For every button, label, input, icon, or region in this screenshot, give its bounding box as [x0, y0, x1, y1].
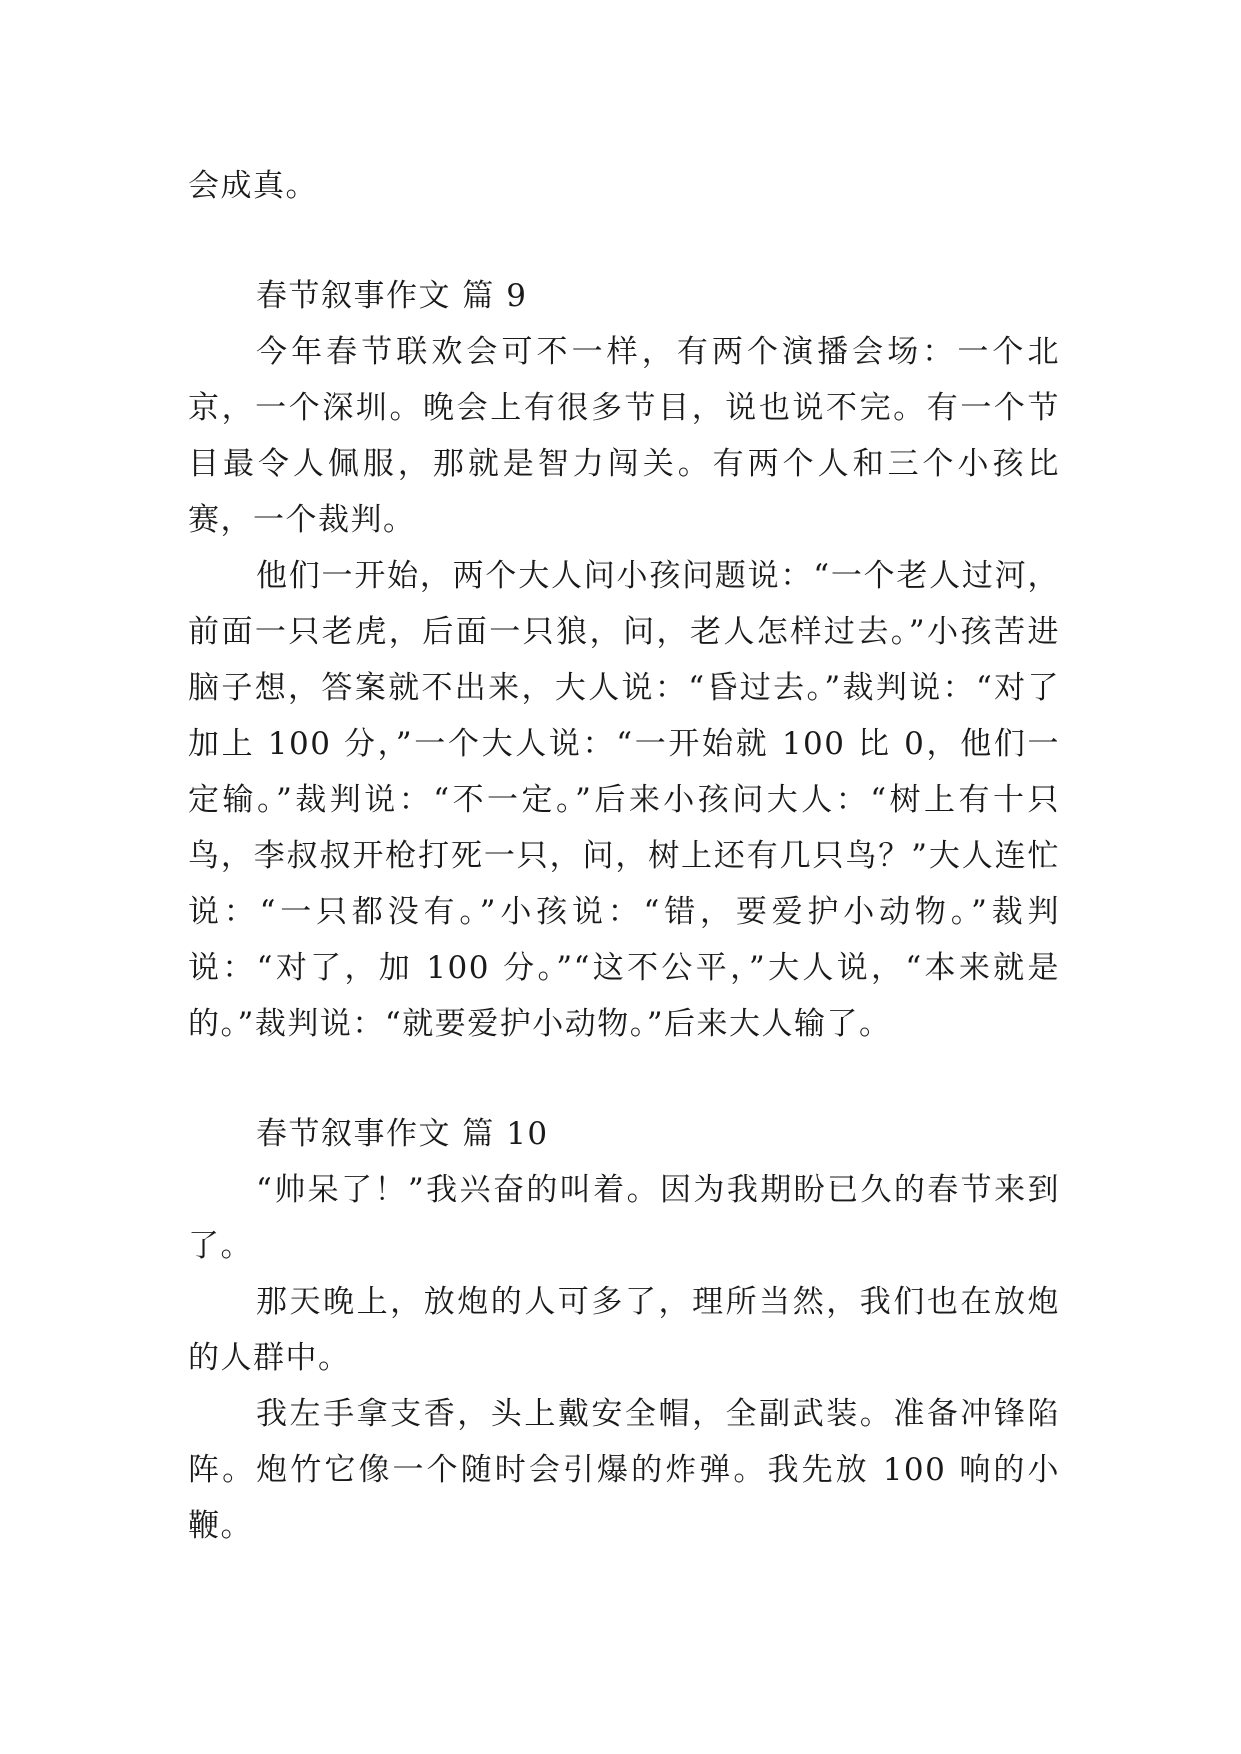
section-10-paragraph-2: 那天晚上，放炮的人可多了，理所当然，我们也在放炮的人群中。	[188, 1284, 1060, 1376]
section-9-paragraph-1: 今年春节联欢会可不一样，有两个演播会场：一个北京，一个深圳。晚会上有很多节目，说也说不完。有一个节目最令人佩服，那就是智力闯关。有两个人和三个小孩比赛，一个裁判。	[188, 334, 1060, 538]
section-spacer	[188, 1052, 1060, 1106]
section-spacer	[188, 214, 1060, 268]
section-9-paragraph-2: 他们一开始，两个大人问小孩问题说：“一个老人过河，前面一只老虎，后面一只狼，问，老人怎样过去。”小孩苦进脑子想，答案就不出来，大人说：“昏过去。”裁判说：“对了加上 100 分，”一个大人说：“一开始就 100 比 0，他们一定输。”裁判说：“不一定。”后来小孩问大人：“树上有十只鸟，李叔叔开枪打死一只，问，树上还有几只鸟？”大人连忙说：“一只都没有。”小孩说：“错，要爱护小动物。”裁判说：“对了，加 100 分。”“这不公平，”大人说，“本来就是的。”裁判说：“就要爱护小动物。”后来大人输了。	[188, 558, 1060, 1042]
section-9-title: 春节叙事作文 篇 9	[256, 278, 528, 314]
section-10-paragraph-1: “帅呆了！”我兴奋的叫着。因为我期盼已久的春节来到了。	[188, 1172, 1060, 1264]
continued-paragraph: 会成真。	[188, 168, 318, 204]
document-body	[188, 158, 1060, 1554]
section-10-title: 春节叙事作文 篇 10	[256, 1116, 549, 1152]
section-10-paragraph-3: 我左手拿支香，头上戴安全帽，全副武装。准备冲锋陷阵。炮竹它像一个随时会引爆的炸弹。我先放 100 响的小鞭。	[188, 1396, 1060, 1544]
